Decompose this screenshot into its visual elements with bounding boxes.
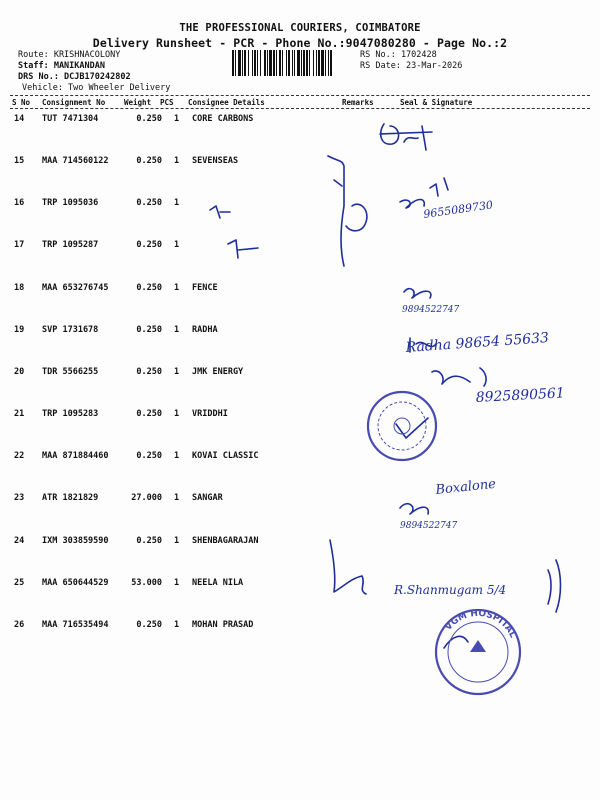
row-weight: 0.250	[136, 451, 162, 461]
row-consignment-no: MAA 653276745	[42, 283, 109, 293]
hw-row19: Radha 98654 55633	[405, 330, 550, 356]
row-pcs: 1	[174, 283, 180, 293]
row-consignee: JMK ENERGY	[192, 367, 244, 377]
initials-row18	[404, 289, 431, 298]
row-pcs: 1	[174, 493, 180, 503]
hw-row22: Boxalone	[434, 476, 497, 498]
row-consignee: MOHAN PRASAD	[192, 620, 254, 630]
row-pcs: 1	[174, 620, 180, 630]
row-sno: 17	[14, 240, 25, 250]
staff-label: Staff: MANIKANDAN	[18, 61, 105, 71]
row-consignee: SHENBAGARAJAN	[192, 536, 259, 546]
row-consignee: FENCE	[192, 283, 218, 293]
row-consignment-no: TUT 7471304	[42, 114, 99, 124]
stamp-text: VGM HOSPITAL	[443, 608, 518, 640]
hospital-stamp	[436, 609, 520, 694]
bracket-rows15-17	[328, 156, 344, 266]
row-consignment-no: MAA 714560122	[42, 156, 109, 166]
row-consignment-no: MAA 716535494	[42, 620, 109, 630]
runsheet-subtitle: Delivery Runsheet - PCR - Phone No.:9047080280 - Page No.:2	[92, 36, 508, 50]
row-weight: 27.000	[131, 493, 162, 503]
row-sno: 26	[14, 620, 25, 630]
drs-label: DRS No.: DCJB170242802	[18, 72, 131, 82]
row-pcs: 1	[174, 156, 180, 166]
svg-text:VGM HOSPITAL	[444, 609, 518, 640]
col-header-sno: S No	[12, 98, 31, 107]
row-sno: 14	[14, 114, 25, 124]
row-weight: 0.250	[136, 536, 162, 546]
hw-row25: R.Shanmugam 5/4	[394, 583, 507, 597]
row-pcs: 1	[174, 409, 180, 419]
row-consignment-no: TRP 1095287	[42, 240, 99, 250]
row-sno: 21	[14, 409, 25, 419]
tick-row16	[210, 206, 230, 218]
col-header-remarks: Remarks	[342, 98, 374, 107]
vehicle-label: Vehicle: Two Wheeler Delivery	[22, 83, 171, 93]
signature-row25-end	[548, 560, 561, 612]
col-header-seal-signature: Seal & Signature	[400, 98, 473, 107]
row-weight: 0.250	[136, 409, 162, 419]
row-weight: 0.250	[136, 325, 162, 335]
signature-row19	[410, 338, 436, 352]
row-consignee: SANGAR	[192, 493, 223, 503]
row-sno: 25	[14, 578, 25, 588]
col-header-consignee: Consignee Details	[188, 98, 265, 107]
hw-phone-row16: 9655089730	[422, 198, 494, 221]
signature-row25-mark	[330, 540, 366, 594]
hw-phone-row18: 9894522747	[402, 305, 460, 315]
col-header-weight: Weight	[124, 98, 152, 107]
col-header-consignment: Consignment No	[42, 98, 106, 107]
rs-number: RS No.: 1702428	[360, 50, 437, 60]
barcode	[232, 50, 354, 76]
header-rule-top	[10, 95, 590, 96]
header-rule-bottom	[10, 108, 590, 109]
row-sno: 18	[14, 283, 25, 293]
row-sno: 24	[14, 536, 25, 546]
row-consignee: VRIDDHI	[192, 409, 228, 419]
row-weight: 0.250	[136, 367, 162, 377]
row-consignment-no: MAA 650644529	[42, 578, 109, 588]
row-pcs: 1	[174, 325, 180, 335]
row-weight: 0.250	[136, 620, 162, 630]
initials-row23	[400, 504, 428, 514]
signature-row14	[380, 124, 432, 150]
row-pcs: 1	[174, 536, 180, 546]
row-weight: 0.250	[136, 198, 162, 208]
row-weight: 53.000	[131, 578, 162, 588]
row-pcs: 1	[174, 198, 180, 208]
round-stamp-row21	[368, 392, 436, 460]
check-row21	[396, 418, 428, 438]
company-title: THE PROFESSIONAL COURIERS, COIMBATORE	[179, 22, 421, 34]
row-consignment-no: TDR 5566255	[42, 367, 99, 377]
row-consignee: NEELA NILA	[192, 578, 244, 588]
row-sno: 15	[14, 156, 25, 166]
row-sno: 16	[14, 198, 25, 208]
row-consignment-no: ATR 1821829	[42, 493, 99, 503]
signature-row26	[444, 636, 468, 648]
signature-row20	[432, 368, 486, 386]
row-sno: 22	[14, 451, 25, 461]
row-sno: 23	[14, 493, 25, 503]
row-sno: 19	[14, 325, 25, 335]
signature-row16	[400, 178, 448, 208]
row-pcs: 1	[174, 240, 180, 250]
route-label: Route: KRISHNACOLONY	[18, 50, 121, 60]
col-header-pcs: PCS	[160, 98, 174, 107]
row-weight: 0.250	[136, 114, 162, 124]
row-consignee: CORE CARBONS	[192, 114, 254, 124]
row-pcs: 1	[174, 578, 180, 588]
row-consignee: SEVENSEAS	[192, 156, 239, 166]
row-weight: 0.250	[136, 240, 162, 250]
row-consignment-no: SVP 1731678	[42, 325, 99, 335]
row-consignment-no: TRP 1095283	[42, 409, 99, 419]
row-sno: 20	[14, 367, 25, 377]
row-pcs: 1	[174, 451, 180, 461]
row-pcs: 1	[174, 114, 180, 124]
row-weight: 0.250	[136, 156, 162, 166]
row-consignee: KOVAI CLASSIC	[192, 451, 259, 461]
tick-row17	[228, 240, 258, 258]
hw-phone-row23: 9894522747	[400, 521, 458, 531]
row-consignee: RADHA	[192, 325, 218, 335]
circle-3-mark	[346, 204, 367, 231]
row-pcs: 1	[174, 367, 180, 377]
rs-date: RS Date: 23-Mar-2026	[360, 61, 463, 71]
hw-phone-row20: 8925890561	[475, 385, 566, 406]
row-consignment-no: IXM 303859590	[42, 536, 109, 546]
row-consignment-no: TRP 1095036	[42, 198, 99, 208]
row-weight: 0.250	[136, 283, 162, 293]
row-consignment-no: MAA 871884460	[42, 451, 109, 461]
